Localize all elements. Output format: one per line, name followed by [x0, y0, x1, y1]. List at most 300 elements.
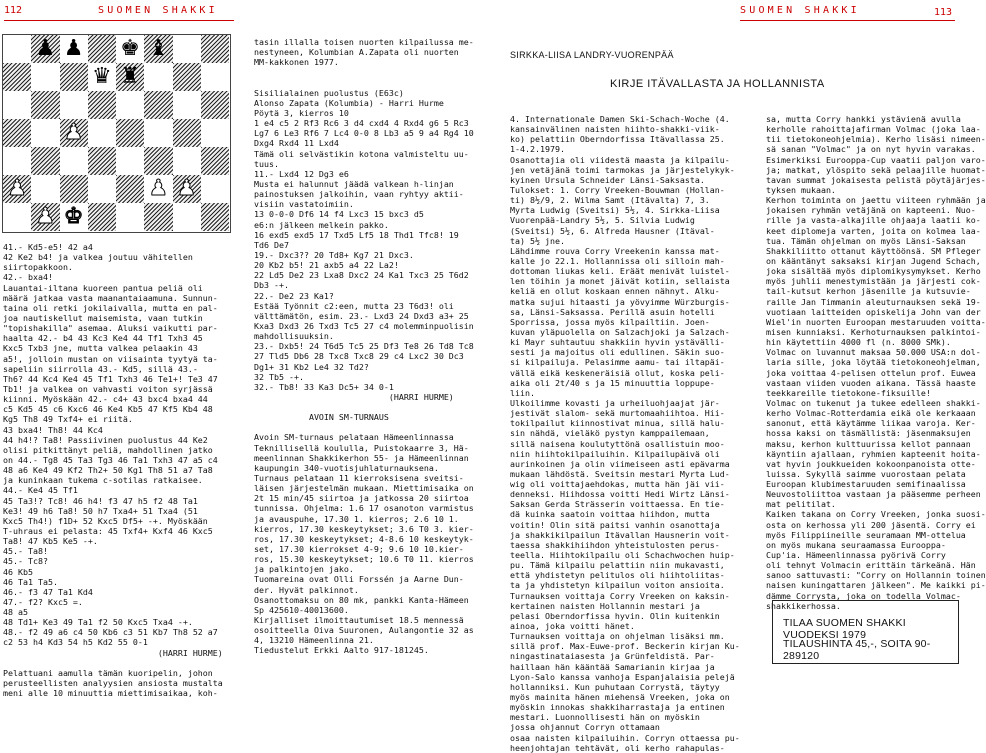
- col2-line: tunnissa. Ohjelma: 1.6 17 osanoton varmistus: [254, 503, 474, 514]
- col3-line: Tulokset: 1. Corry Vreeken-Bouwman (Hollan-: [510, 184, 725, 195]
- board-square: [3, 175, 31, 203]
- board-square: [116, 35, 144, 63]
- col1-line: joa nautiskellut maisemista, vaan tutkin: [3, 312, 203, 323]
- col1-line: Kxc5 Th4!) f1D+ 52 Kxc5 Df5+ -+. Myöskään: [3, 515, 208, 526]
- board-square: [201, 203, 229, 231]
- board-square: [144, 91, 172, 119]
- board-square: [144, 119, 172, 147]
- col1-line: 41.- Kd5-e5! 42 a4: [3, 242, 93, 252]
- white-pawn-icon: ♟: [148, 176, 169, 201]
- black-queen-icon: ♛: [92, 64, 112, 89]
- col3-line: Saksan Gerda Strässerin voittaessa. En tie-: [510, 499, 725, 510]
- subscription-line-2: TILAUSHINTA 45,-, SOITA 90-289120: [783, 638, 931, 662]
- col3-line: osaa naisten kilpailuihin. Corryn ottaessa pu-: [510, 732, 740, 743]
- board-square: [60, 119, 88, 147]
- col4-line: maksu, kerhon kulttuurissa kellot pannaan: [766, 438, 971, 449]
- col1-line: Lauantai-iltana kuoreen pantua peliä oli: [3, 282, 203, 293]
- col3-line: Osanottajia oli viidestä maasta ja kilpailu-: [510, 154, 730, 165]
- col2-line: 23.- Dxb5! 24 T6d5 Tc5 25 Df3 Te8 26 Td8 Tc8: [254, 341, 474, 352]
- col4-line: Neuvostoliittoa vastaan ja pääsemme perheen: [766, 489, 981, 500]
- col1-line: ja kuninkaan tukema c-sotilas ratkaisee.: [3, 475, 203, 486]
- col1-line: c5 Kd5 45 c6 Kxc6 46 Ke4 Kb5 47 Kf5 Kb4 48: [3, 404, 213, 415]
- column-3-text: [510, 114, 754, 753]
- col3-line: mukaan lähdöstä. Sveitsin mestari Myrta Lud-: [510, 468, 730, 479]
- col1-line: on 44.- Tg8 45 Ta3 Tg3 46 Ta1 Txh3 47 a5 c4: [3, 454, 218, 465]
- col1-line: 48.- f2 49 a6 c4 50 Kb6 c3 51 Kb7 Th8 52 a7: [3, 627, 218, 638]
- col3-line: matka sujui hitaasti ja yövyimme Würzburgis-: [510, 296, 730, 307]
- col1-line: 44.- Ke4 45 Tf1: [3, 485, 78, 496]
- col2-line: painostuksen jalkoihin, vaan ryhtyy aktii-: [254, 189, 464, 200]
- col3-line: sa, Länsi-Saksassa. Perillä asuin hotelli: [510, 306, 715, 317]
- col4-line: Euroopan klubimestaruuden semifinaalissa: [766, 479, 966, 490]
- col2-line: Kxa3 Dxd3 26 Txd3 Tc5 27 c4 molemminpuolisin: [254, 320, 474, 331]
- col2-line: Db3 -+.: [254, 280, 289, 291]
- col2-line: 2t 15 min/45 siirtoa ja jatkossa 20 siirtoa: [254, 493, 469, 504]
- board-square: [3, 119, 31, 147]
- col2-line: [254, 78, 492, 88]
- col3-line: niin hiihtokilpailuihin. Kilpailupäivä oli: [510, 448, 720, 459]
- col1-line: taina oli retki jokilaivalla, mutta en pal-: [3, 302, 218, 313]
- col1-line: Ke3! 49 h6 Ta8! 50 h7 Txa4+ 51 Txa4 (51: [3, 505, 198, 516]
- board-square: [201, 147, 229, 175]
- col3-line: wig oli voittajaehdokas, mutta hän jäi vii-: [510, 479, 725, 490]
- col2-line: ros, 17.30 keskeytykset; 4-8.6 10 keskeytyk-: [254, 533, 474, 544]
- board-square: [31, 91, 59, 119]
- col4-line: osta on kerhossa yli 200 jäsentä. Corry ei: [766, 519, 976, 530]
- col2-line: 22.- De2 23 Ka1?: [254, 290, 334, 301]
- col4-line: Kerhon toiminta on jaettu viiteen ryhmään ja: [766, 195, 986, 206]
- col4-line: tua. Tämän ohjelman on myös Länsi-Saksan: [766, 235, 966, 246]
- col2-line: Kirjalliset ilmoittautumiset 18.5 mennessä: [254, 615, 464, 626]
- col1-line: Tb1! ja valkea on vahvasti voiton syrjässä: [3, 383, 213, 394]
- col1-line: kiinni. Myöskään 42.- c4+ 43 bxc4 bxa4 44: [3, 394, 208, 405]
- col3-line: 1-4.2.1979.: [510, 144, 565, 155]
- author-signature: SIRKKA-LIISA LANDRY-VUORENPÄÄ: [510, 50, 674, 60]
- col2-line: ja avauspuhe, 17.30 1. kierros; 2.6 10 1.: [254, 513, 459, 524]
- col2-line: Td6 De7: [254, 239, 289, 250]
- black-pawn-icon: ♟: [63, 36, 84, 61]
- col3-line: kertainen naisten Hollannin mestari ja: [510, 600, 700, 611]
- col4-line: Shakkiliitto ottanut käyttöönsä. SM Pfleger: [766, 245, 981, 256]
- col4-line: shakkikerhossa.: [766, 600, 841, 611]
- col1-line: perusteellisten analyysien ansiosta mustalta: [3, 678, 223, 689]
- col2-line: [254, 402, 492, 412]
- col2-line: ros, 15.30 keskeytykset; 10.6 T0 11. kierros: [254, 554, 474, 565]
- board-square: [144, 175, 172, 203]
- col3-line: Ulkoilimme kovasti ja urheiluohjaajat jär-: [510, 397, 720, 408]
- board-square: [201, 175, 229, 203]
- col2-line: AVOIN SM-TURNAUS: [254, 412, 389, 423]
- col4-line: kerho Volmac-Rotterdamia eikä ole kerkaaan: [766, 408, 976, 419]
- col2-line: Alonso Zapata (Kolumbia) - Harri Hurme: [254, 97, 444, 108]
- col1-line: 45 Ta3!? Tc8! 46 h4! f3 47 h5 f2 48 Ta1: [3, 495, 198, 506]
- col3-line: Sporrissa, jossa myös kilpailtiin. Joen-: [510, 316, 710, 327]
- col4-line: teekkareille tietokone-fiksuille!: [766, 387, 931, 398]
- col2-line: MM-kakkonen 1977.: [254, 57, 339, 68]
- running-head-right: SUOMEN SHAKKI: [740, 5, 860, 16]
- col3-line: dä kuinka saatoin voittaa hiihdon, mutta: [510, 509, 710, 520]
- col2-line: tasin illalla toisen nuorten kilpailussa me-: [254, 37, 474, 47]
- header-rule-left: [4, 20, 234, 21]
- col2-line: [254, 422, 492, 432]
- board-square: [60, 147, 88, 175]
- subscription-box: [772, 600, 959, 664]
- col4-line: raille Jan Timmanin aleuturnauksen sekä 19-: [766, 296, 981, 307]
- col2-line: 32.- Tb8! 33 Ka3 Dc5+ 34 0-1: [254, 381, 394, 392]
- col4-line: laria sille, joka löytää tietokoneohjelman,: [766, 357, 981, 368]
- col2-line: Teknillisellä koululla, Puistokaarre 3, Hä-: [254, 442, 469, 453]
- subscription-line-1: TILAA SUOMEN SHAKKI VUODEKSI 1979: [783, 617, 906, 641]
- board-square: [88, 203, 116, 231]
- board-square: [144, 147, 172, 175]
- column-2-text: [254, 37, 492, 705]
- page-number-right: 113: [934, 7, 953, 18]
- col3-line: (Sveitsi) 5½, 6. Alfreda Hausner (Itäval-: [510, 225, 715, 236]
- col3-line: pelasi Oberndorfissa hyvin. Olin kuitenkin: [510, 610, 720, 621]
- col2-line: Tiedustelut Erkki Aalto 917-181245.: [254, 645, 429, 656]
- col1-line: (HARRI HURME): [3, 647, 223, 658]
- col3-line: ta ja yhdistetyn kilpailun voiton ansioita.: [510, 580, 725, 591]
- col2-line: Tämä oli selvästikin kotona valmisteltu uu-: [254, 148, 469, 159]
- col3-line: ja shakkikilpailun Itävallan Hausnerin voit-: [510, 529, 730, 540]
- board-square: [88, 175, 116, 203]
- black-pawn-icon: ♟: [35, 36, 56, 61]
- col1-line: 42.- bxa4!: [3, 272, 53, 283]
- col2-line: Tuomareina ovat Olli Forssén ja Aarne Dun-: [254, 574, 464, 585]
- col2-line: Pöytä 3, kierros 10: [254, 107, 349, 118]
- board-square: [3, 63, 31, 91]
- running-head-left: SUOMEN SHAKKI: [98, 5, 218, 16]
- board-square: [173, 203, 201, 231]
- col3-line: 4. Internationale Damen Ski-Schach-Woche (4.: [510, 114, 730, 124]
- col1-line: määrä jatkaa vasta maanantaiaamuna. Sunnun-: [3, 292, 218, 303]
- col2-line: tuus.: [254, 158, 279, 169]
- col4-line: Wiel'in nuorten Euroopan mestaruuden voitta-: [766, 316, 986, 327]
- col3-line: sillä naisena koulutyttönä osallistuin moo-: [510, 438, 725, 449]
- col4-line: misen kunniaksi. Kerhoturnauksen palkintoi-: [766, 326, 981, 337]
- col1-line: Pelattuani aamulla tämän kuoripelin, johon: [3, 667, 213, 678]
- column-1-text: [3, 242, 237, 704]
- col4-line: hossa kaksi on täsmällistä: jäsenmaksujen: [766, 428, 971, 439]
- col4-line: sanoo sattuvasti: "Corry on Hollannin toinen: [766, 570, 986, 581]
- col4-line: sanonut, että käytämme liikaa varoja. Ker-: [766, 418, 976, 429]
- column-4-text: [766, 114, 986, 611]
- col3-line: jossa ohjannut Corryn ottamaan: [510, 722, 660, 733]
- col3-line: vällä eikä keskeneräisiä ollut, koska peli-: [510, 367, 725, 378]
- col4-line: jokaisen ryhmän vetäjänä on kapteeni. Nuo-: [766, 205, 976, 216]
- col4-line: sa, mutta Corry hankki ystävienä avulla: [766, 114, 961, 124]
- board-square: [31, 35, 59, 63]
- col2-line: nestyneen, Kolumbian A.Zapata oli nuorten: [254, 47, 459, 58]
- col4-line: Kaiken takana on Corry Vreeken, jonka suosi-: [766, 509, 986, 520]
- col4-line: tyksen mukaan.: [766, 184, 836, 195]
- col2-line: 11.- Lxd4 12 Dg3 e6: [254, 168, 349, 179]
- col2-line: set, 17.30 kierrokset 4-9; 9.6 10 10.kier-: [254, 544, 464, 555]
- header-rule-right: [740, 20, 955, 21]
- board-square: [116, 119, 144, 147]
- col4-line: keet diplomeja varten, joita on kolmea laa-: [766, 225, 981, 236]
- white-pawn-icon: ♟: [35, 204, 56, 229]
- col2-line: Dxg4 Rxd4 11 Lxd4: [254, 138, 339, 149]
- col3-line: sin nähdä, vieläkö pystyn kamppailemaan,: [510, 428, 710, 439]
- col2-line: kaupungin 340-vuotisjuhlaturnauksena.: [254, 462, 439, 473]
- col3-line: liin.: [510, 387, 535, 398]
- col4-line: tii tietokoneohjelmia). Kerho lisäsi nimeen-: [766, 134, 986, 145]
- white-pawn-icon: ♟: [63, 120, 84, 145]
- col2-line: läisen järjestelmän mukaan. Miettimisaika on: [254, 483, 474, 494]
- board-square: [116, 63, 144, 91]
- board-square: [60, 203, 88, 231]
- col2-line: Sisilialainen puolustus (E63c): [254, 87, 404, 98]
- board-square: [173, 91, 201, 119]
- col2-line: Sp 425610-40013600.: [254, 604, 349, 615]
- col3-line: len töihin ja monet jäivät kotiin, sellaista: [510, 276, 730, 287]
- col3-line: teella. Hiihtokilpailu oli Schachwochen huip-: [510, 550, 735, 561]
- col1-line: T-uhraus ei pelasta: 45 Txf4+ Kxf4 46 Kxc5: [3, 525, 213, 536]
- col3-line: dottoman liukas keli. Eräät menivät luistel-: [510, 266, 730, 277]
- col3-line: Vuorenpää-Landry 5½, 5. Silvia Ludwig: [510, 215, 695, 226]
- col3-line: jestivät slalom- sekä murtomaahiihtoa. Hii-: [510, 408, 725, 419]
- white-pawn-icon: ♟: [7, 176, 27, 201]
- col4-line: on kääntänyt saksaksi kirjan Jugend Schach,: [766, 255, 981, 266]
- col4-line: kerholle rahoittajafirman Volmac (joka laa-: [766, 124, 981, 135]
- col1-line: siirtopakkoon.: [3, 262, 73, 273]
- col2-line: 16 exd5 exd5 17 Txd5 Lf5 18 Thd1 Tfc8! 19: [254, 229, 459, 240]
- col3-line: taessa shakkihiihdon yhteistulosten perus-: [510, 539, 720, 550]
- col2-line: Osanottomaksu on 80 mk, pankki Kanta-Hämeen: [254, 594, 469, 605]
- col4-line: myös Filippiineille seuramaan MM-ottelua: [766, 529, 966, 540]
- chess-diagram: [3, 35, 229, 231]
- col2-line: ja palkintojen jako.: [254, 564, 354, 575]
- col4-line: vuotiaan laitteiden opiskelija John van der: [766, 306, 981, 317]
- board-square: [173, 175, 201, 203]
- col3-line: Turnauksen voittaja Corry Vreeken on kaksin-: [510, 590, 730, 601]
- col4-line: joka sisältää myös diplomikysymykset. Kerho: [766, 266, 981, 277]
- col1-line: 42 Ke2 b4! ja valkea joutuu vähitellen: [3, 252, 193, 263]
- board-square: [201, 91, 229, 119]
- col4-line: ja; matkat, ylöspito sekä pelaajille huomat-: [766, 164, 986, 175]
- col3-line: Lyon-Salo kanssa vanhoja Espanjalaisia pelejä: [510, 671, 735, 682]
- col1-line: a5!, jolloin mustan on viisainta tyytyä ta-: [3, 353, 218, 364]
- col4-line: tavan summat jokaisesta pelistä pöytäjärjes-: [766, 174, 986, 185]
- board-square: [173, 35, 201, 63]
- col3-line: ta) 5½ jne.: [510, 235, 565, 246]
- col2-line: kierros, 17.30 keskeytykset; 3.6 T0 3. kier-: [254, 523, 474, 534]
- col4-line: on myös mukana seuraamassa Eurooppa-: [766, 539, 946, 550]
- col2-line: Musta ei halunnut jäädä valkean h-linjan: [254, 178, 454, 189]
- board-square: [60, 175, 88, 203]
- col2-line: osoitteella Oiva Suuronen, Aulangontie 32 as: [254, 625, 474, 636]
- col2-line: der. Hyvät palkinnot.: [254, 584, 359, 595]
- col1-line: Kxc5 Txb3 jne, mutta valkea pelaakin 43: [3, 343, 198, 354]
- col2-line: mahdollisuuksin.: [254, 331, 334, 342]
- col3-line: ko) pelattiin Oberndorfissa Itävallassa 25.: [510, 134, 725, 145]
- board-square: [3, 35, 31, 63]
- col1-line: 47.- f2? Kxc5 =.: [3, 596, 83, 607]
- col1-line: 48 Td1+ Ke3 49 Ta1 f2 50 Kxc5 Txa4 -+.: [3, 617, 193, 628]
- col3-line: denneksi. Hiihdossa voitti Hedi Wirtz Länsi-: [510, 489, 730, 500]
- col2-line: välttämätön, esim. 23.- Lxd3 24 Dxd3 a3+ 25: [254, 310, 469, 321]
- col3-line: haillaan hän kääntää Samarianin kirjaa ja: [510, 661, 715, 672]
- col4-line: dämme Corrysta, joka on todella Volmac-: [766, 590, 961, 601]
- col3-line: Turnauksen voittaja on ohjelman lisäksi mm.: [510, 631, 725, 642]
- black-rook-icon: ♜: [120, 64, 140, 89]
- col3-line: aika oli 2t/40 s ja 15 minuuttia loppupe-: [510, 377, 715, 388]
- board-square: [116, 203, 144, 231]
- col2-line: visiin vastatoimiin.: [254, 199, 354, 210]
- col4-line: Cup'ia. Hämeenlinnassa pyörivä Corry: [766, 550, 946, 561]
- black-bishop-icon: ♝: [148, 36, 169, 61]
- col1-line: "topishakilla" asemaa. Aluksi vaikutti par-: [3, 323, 218, 334]
- col4-line: Esimerkiksi Eurooppa-Cup vaatii paljon varo-: [766, 154, 986, 165]
- col3-line: myös mainita hänen miehensä Vreeken, joka on: [510, 692, 730, 703]
- col4-line: käyntiin ajallaan, ryhmien kapteenit hoita-: [766, 448, 981, 459]
- board-square: [144, 35, 172, 63]
- col3-line: ningastinataiasesta ja Grünfeldistä. Par-: [510, 651, 715, 662]
- col1-line: 48 a5: [3, 607, 28, 618]
- col4-line: oli tehnyt Volmacin erittäin tärkeänä. Hän: [766, 560, 976, 571]
- board-square: [31, 63, 59, 91]
- board-square: [60, 35, 88, 63]
- white-king-icon: ♚: [63, 204, 84, 229]
- col1-line: olisi pitkittänyt peliä, mahdollinen jatko: [3, 444, 213, 455]
- col3-line: tokilpailut kiinnostivat minua, sillä halu-: [510, 418, 725, 429]
- board-square: [116, 147, 144, 175]
- col3-line: si kilpailuja. Pelasimme aamu- tai iltapäi-: [510, 357, 725, 368]
- col1-line: 45.- Tc8?: [3, 556, 48, 567]
- board-square: [3, 91, 31, 119]
- board-square: [201, 63, 229, 91]
- col1-line: Kg5 Th8 49 Txf4+ ei riitä.: [3, 414, 133, 425]
- col3-line: jen vetäjänä toimi tarmokas ja järjestelykyk-: [510, 164, 735, 175]
- page-number-left: 112: [4, 5, 23, 16]
- col2-line: 27 Tld5 Db6 28 Txc8 Txc8 29 c4 Lxc2 30 Dc3: [254, 351, 464, 362]
- board-square: [144, 63, 172, 91]
- board-square: [116, 175, 144, 203]
- col2-line: 4, 13210 Hämeenlinna 21.: [254, 635, 374, 646]
- col3-line: sillä prof. Max-Euwe-prof. Beckerin kirjan Ku-: [510, 641, 740, 652]
- col1-line: 48 a6 Ke4 49 Kf2 Th2+ 50 Kg1 Th8 51 a7 Ta8: [3, 465, 213, 476]
- col2-line: Turnaus pelataan 11 kierroksisena sveitsi-: [254, 473, 464, 484]
- col2-line: Estää Työnnit c2:een, mutta 23 T6d3! oli: [254, 300, 454, 311]
- col3-line: Lähdimme rouva Corry Vreekenin kanssa mat-: [510, 245, 720, 256]
- board-square: [3, 147, 31, 175]
- col3-line: kuvan yläpuolella on Salzachjoki ja Salzach-: [510, 326, 730, 337]
- col4-line: vat hyvin joukkueiden kokoonpanoista otte-: [766, 458, 976, 469]
- col2-line: e6:n jälkeen melkein pakko.: [254, 219, 389, 230]
- col4-line: myös juhlii menestymistään ja järjesti cok-: [766, 276, 981, 287]
- col4-line: Volmac on luvannut maksaa 50.000 USA:n dol-: [766, 347, 981, 358]
- col3-line: hollanniksi. Kun puhutaan Corrystä, täytyy: [510, 681, 720, 692]
- board-square: [60, 63, 88, 91]
- col4-line: hin käytettiin 4000 fl (n. 8000 SMk).: [766, 337, 951, 348]
- board-square: [201, 35, 229, 63]
- col3-line: ti) 8½/9, 2. Wilma Samt (Itävalta) 7, 3.: [510, 195, 710, 206]
- board-square: [88, 91, 116, 119]
- board-square: [173, 63, 201, 91]
- col2-line: Dg1+ 31 Kb2 Le4 32 Td2?: [254, 361, 369, 372]
- board-square: [88, 119, 116, 147]
- col3-line: myöskin innokas shakkiharrastaja ja entinen: [510, 702, 725, 713]
- col2-line: [254, 67, 492, 77]
- col1-line: 46.- f3 47 Ta1 Kd4: [3, 586, 93, 597]
- col4-line: tail-kutsut kerhon jäsenille ja kutsuvie-: [766, 286, 971, 297]
- col2-line: (HARRI HURME): [254, 391, 454, 402]
- col3-line: mestari. Luonnollisesti hän on myöskin: [510, 712, 700, 723]
- col1-line: [3, 658, 237, 668]
- col3-line: kalle jo 22.1. Hollannissa oli silloin mah-: [510, 255, 725, 266]
- col2-line: 1 e4 c5 2 Rf3 Rc6 3 d4 cxd4 4 Rxd4 g6 5 Rc3: [254, 118, 469, 129]
- col4-line: naisen kuningattaren jälkeen". Me kaikki pi-: [766, 580, 986, 591]
- col3-line: ainoa, joka voitti hänet.: [510, 621, 635, 632]
- col3-line: pu. Tämä kilpailu pelattiin niin mukavasti,: [510, 560, 725, 571]
- board-square: [60, 91, 88, 119]
- col3-line: että yhdistetyn pelitulos oli hiihtoliitas-: [510, 570, 725, 581]
- col3-line: kansainvälinen naisten hiihto-shakki-viik-: [510, 124, 720, 135]
- col4-line: Volmac on tukenut ja tukee edelleen shakki-: [766, 397, 981, 408]
- col3-line: aurinkoinen ja olin viimeiseen asti epävarma: [510, 458, 730, 469]
- board-square: [88, 63, 116, 91]
- black-king-icon: ♚: [120, 36, 140, 61]
- col4-line: rille ja vasta-alkajille ohjaaja laatii ko-: [766, 215, 981, 226]
- col1-line: 46 Kb5: [3, 566, 33, 577]
- col2-line: 20 Kb2 b5! 21 axb5 a4 22 La2!: [254, 260, 399, 271]
- col2-line: 13 0-0-0 Df6 14 f4 Lxc3 15 bxc3 d5: [254, 209, 424, 220]
- col3-line: Myrta Ludwig (Sveitsi) 5½, 4. Sirkka-Liisa: [510, 205, 720, 216]
- board-square: [31, 119, 59, 147]
- col4-line: luissa. Sykyllä saimme vuorostaan pelata: [766, 468, 966, 479]
- col2-line: Avoin SM-turnaus pelataan Hämeenlinnassa: [254, 432, 454, 443]
- col1-line: sapeliin siirrolla 43.- Kd5, sillä 43.-: [3, 363, 198, 374]
- col3-line: kyinen Ursula Schneider Länsi-Saksasta.: [510, 174, 705, 185]
- col1-line: 44 h4!? Ta8! Passiivinen puolustus 44 Ke2: [3, 434, 208, 445]
- board-square: [3, 203, 31, 231]
- board-square: [173, 119, 201, 147]
- col2-line: 19.- Dxc3?? 20 Td8+ Kg7 21 Dxc3.: [254, 249, 414, 260]
- board-square: [144, 203, 172, 231]
- board-square: [88, 147, 116, 175]
- board-square: [88, 35, 116, 63]
- col1-line: 43 bxa4! Th8! 44 Kc4: [3, 424, 103, 435]
- col1-line: haalta 42.- b4 43 Kc3 Ke4 44 Tf1 Txh3 45: [3, 333, 203, 344]
- board-square: [31, 203, 59, 231]
- col3-line: heenjohtajan tehtävät, oli kerho rahapulas-: [510, 742, 725, 753]
- col1-line: Th6? 44 Kc4 Ke4 45 Tf1 Txh3 46 Te1+! Te3 47: [3, 373, 218, 384]
- col1-line: 46 Ta1 Ta5.: [3, 576, 58, 587]
- board-square: [31, 147, 59, 175]
- board-square: [173, 147, 201, 175]
- col1-line: Ta8! 47 Kb5 Ke5 -+.: [3, 536, 98, 547]
- col2-line: Lg7 6 Le3 Rf6 7 Lc4 0-0 8 Lb3 a5 9 a4 Rg4 10: [254, 128, 474, 139]
- col3-line: voitin! Olin sitä paitsi vanhin osanottaja: [510, 519, 720, 530]
- col2-line: 22 Ld5 De2 23 Lxa8 Dxc2 24 Ka1 Txc3 25 T6d2: [254, 270, 469, 281]
- white-pawn-icon: ♟: [176, 176, 197, 201]
- col2-line: 32 Tb5 -+.: [254, 371, 304, 382]
- col2-line: meenlinnan Shakkikerhon 55- ja Hämeenlinnan: [254, 452, 469, 463]
- col4-line: mat pelitilat.: [766, 499, 836, 510]
- article-title: KIRJE ITÄVALLASTA JA HOLLANNISTA: [610, 78, 825, 90]
- board-square: [31, 175, 59, 203]
- col1-line: meni alle 10 minuuttia miettimisaikaa, koh-: [3, 688, 218, 699]
- board-square: [201, 119, 229, 147]
- col4-line: joka voittaa 4-pelisen ottelun prof. Euwea: [766, 367, 976, 378]
- col3-line: ki Mayr suhtautuu shakkiin hyvin ystävälli-: [510, 337, 725, 348]
- col4-line: vastaan viiden vuoden aikana. Tässä haaste: [766, 377, 976, 388]
- col4-line: sä sanan "Volmac" ja on nyt hyvin varakas.: [766, 144, 976, 155]
- col3-line: keliä en ollut koskaan ennen nähnyt. Alku-: [510, 286, 720, 297]
- col1-line: 45.- Ta8!: [3, 546, 48, 557]
- col1-line: c2 53 h4 Kd3 54 h5 Kd2 55 0-1: [3, 637, 148, 648]
